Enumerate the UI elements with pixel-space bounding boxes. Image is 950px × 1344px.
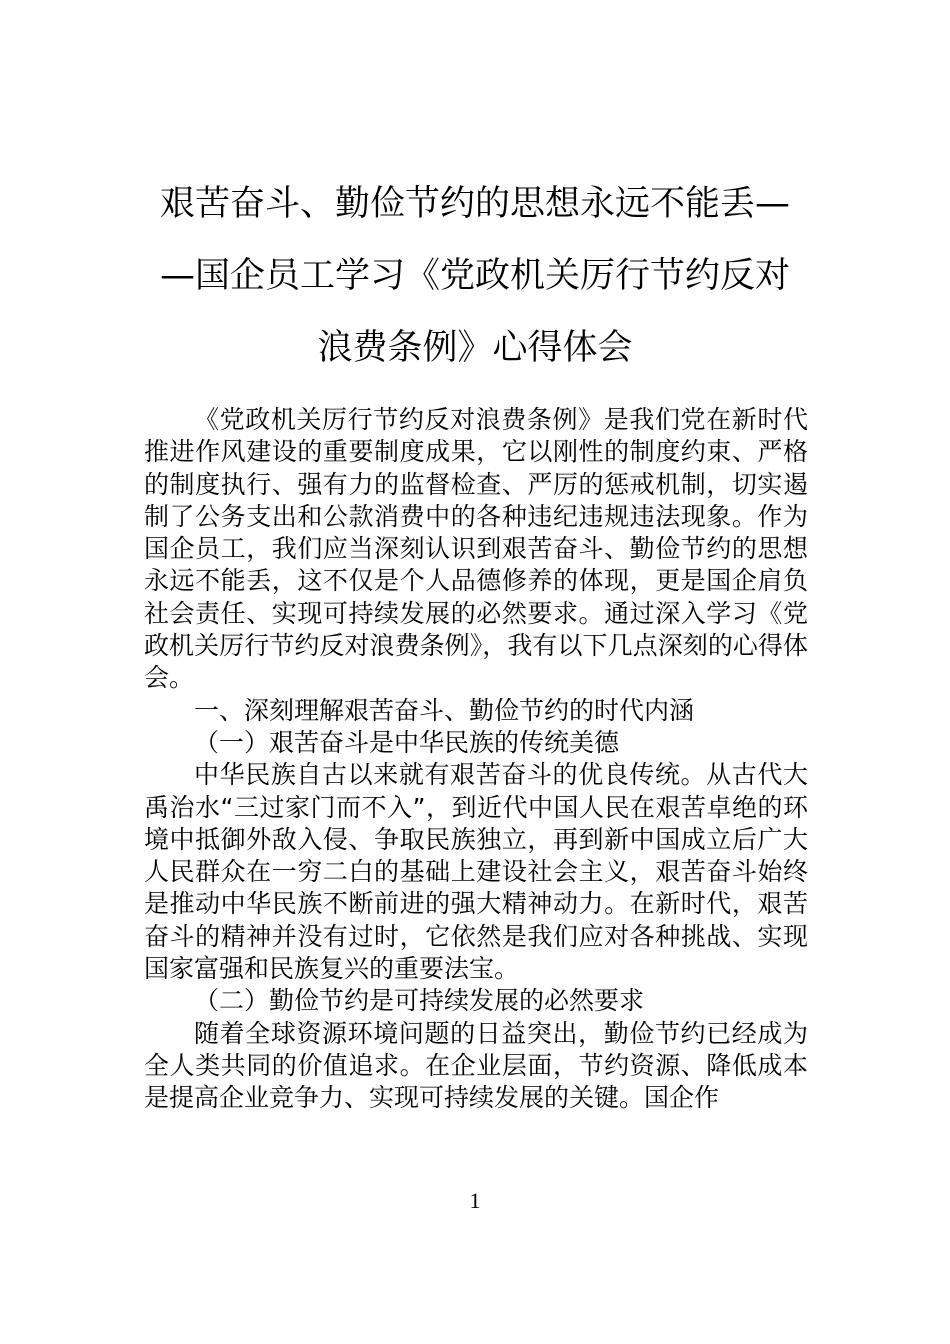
title-line-2: —国企员工学习《党政机关厉行节约反对 <box>159 256 790 296</box>
document-title <box>140 168 810 384</box>
subsection-heading-2: （二）勤俭节约是可持续发展的必然要求 <box>194 986 645 1016</box>
title-line-1: 艰苦奋斗、勤俭节约的思想永远不能丢— <box>159 184 790 224</box>
section-heading-1: 一、深刻理解艰苦奋斗、勤俭节约的时代内涵 <box>194 695 695 725</box>
subsection-heading-1: （一）艰苦奋斗是中华民族的传统美德 <box>194 727 620 757</box>
page-number: 1 <box>469 1188 481 1213</box>
document-body <box>144 404 808 1115</box>
intro-paragraph: 《党政机关厉行节约反对浪费条例》是我们党在新时代推进作风建设的重要制度成果，它以刚性的制度约束、严格的制度执行、强有力的监督检查、严厉的惩戒机制，切实遏制了公务支出和公款消费中的各种违纪违规违法现象。作为国企员工，我们应当深刻认识到艰苦奋斗、勤俭节约的思想永远不能丢，这不仅是个人品德修养的体现，更是国企肩负社会责任、实现可持续发展的必然要求。通过深入学习《党政机关厉行节约反对浪费条例》，我有以下几点深刻的心得体会。 <box>144 405 808 693</box>
body-paragraph-1: 中华民族自古以来就有艰苦奋斗的优良传统。从古代大禹治水“三过家门而不入”，到近代中国人民在艰苦卓绝的环境中抵御外敌入侵、争取民族独立，再到新中国成立后广大人民群众在一穷二白的基础上建设社会主义，艰苦奋斗始终是推动中华民族不断前进的强大精神动力。在新时代，艰苦奋斗的精神并没有过时，它依然是我们应对各种挑战、实现国家富强和民族复兴的重要法宝。 <box>144 760 808 984</box>
title-line-3: 浪费条例》心得体会 <box>317 328 633 368</box>
body-paragraph-2: 随着全球资源环境问题的日益突出，勤俭节约已经成为全人类共同的价值追求。在企业层面，节约资源、降低成本是提高企业竞争力、实现可持续发展的关键。国企作 <box>144 1018 808 1113</box>
